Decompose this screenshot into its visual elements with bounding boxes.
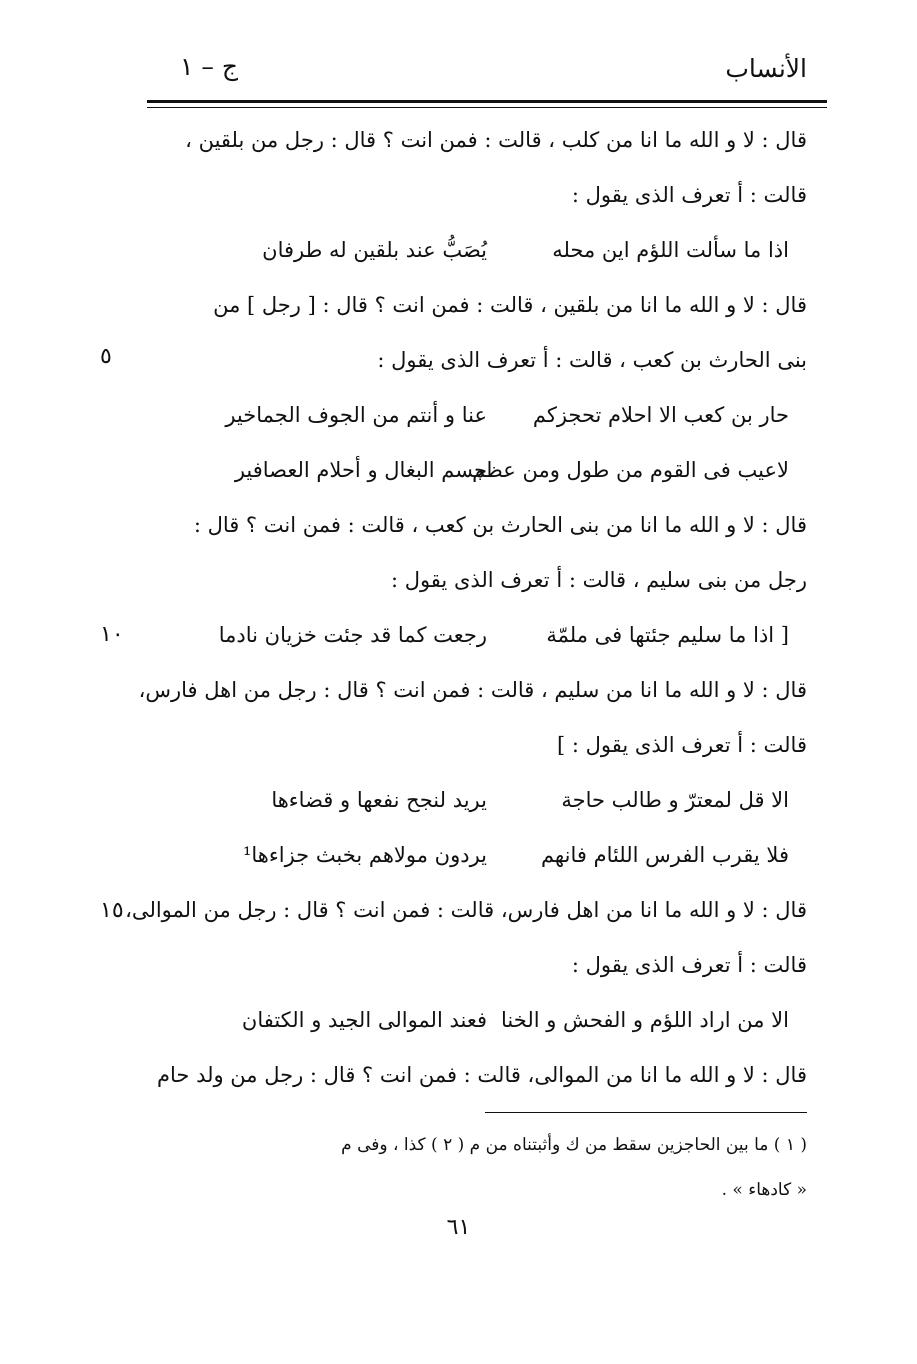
prose-line: قالت : أ تعرف الذى يقول : ]	[557, 733, 807, 757]
prose-line: قال : لا و الله ما انا من بلقين ، قالت : فمن انت ؟ قال : [ رجل ] من	[213, 293, 807, 317]
prose-line: قال : لا و الله ما انا من سليم ، قالت : فمن انت ؟ قال : رجل من اهل فارس،	[138, 678, 807, 702]
running-header-volume: ج – ١	[180, 52, 238, 81]
prose-line: قال : لا و الله ما انا من بنى الحارث بن كعب ، قالت : فمن انت ؟ قال :	[193, 513, 807, 537]
line-number: ١٥	[100, 898, 124, 923]
prose-line: قال : لا و الله ما انا من كلب ، قالت : فمن انت ؟ قال : رجل من بلقين ،	[185, 128, 807, 152]
verse-second-hemistich: رجعت كما قد جئت خزيان نادما	[218, 623, 487, 647]
verse-first-hemistich: لاعيب فى القوم من طول ومن عظم	[472, 458, 789, 482]
verse-second-hemistich: عنا و أنتم من الجوف الجماخير	[225, 403, 487, 427]
header-rule-thin	[147, 107, 827, 108]
footnote-line: « كادهاء » .	[721, 1180, 807, 1200]
verse-first-hemistich: فلا يقرب الفرس اللئام فانهم	[540, 843, 789, 867]
prose-line: قال : لا و الله ما انا من الموالى، قالت : فمن انت ؟ قال : رجل من ولد حام	[157, 1063, 807, 1087]
verse-first-hemistich: اذا ما سألت اللؤم اين محله	[552, 238, 789, 262]
verse-first-hemistich: حار بن كعب الا احلام تحجزكم	[532, 403, 789, 427]
footnote-rule	[485, 1112, 807, 1113]
verse-second-hemistich: جسم البغال و أحلام العصافير	[234, 458, 487, 482]
prose-line: قالت : أ تعرف الذى يقول :	[571, 953, 807, 977]
verse-first-hemistich: [ اذا ما سليم جئتها فى ملمّة	[546, 623, 789, 647]
line-number: ٥	[100, 344, 112, 369]
prose-line: بنى الحارث بن كعب ، قالت : أ تعرف الذى يقول :	[377, 348, 807, 372]
page-number: ٦١	[446, 1215, 471, 1240]
line-number: ١٠	[100, 622, 124, 647]
running-header-title: الأنساب	[725, 54, 807, 83]
verse-second-hemistich: يريد لنجح نفعها و قضاءها	[271, 788, 487, 812]
prose-line: قالت : أ تعرف الذى يقول :	[571, 183, 807, 207]
verse-second-hemistich: فعند الموالى الجيد و الكتفان	[241, 1008, 487, 1032]
prose-line: رجل من بنى سليم ، قالت : أ تعرف الذى يقول :	[390, 568, 807, 592]
verse-second-hemistich: يُصَبُّ عند بلقين له طرفان	[262, 238, 487, 262]
verse-first-hemistich: الا من اراد اللؤم و الفحش و الخنا	[501, 1008, 789, 1032]
verse-second-hemistich: يردون مولاهم بخبث جزاءها¹	[242, 843, 487, 867]
prose-line: قال : لا و الله ما انا من اهل فارس، قالت : فمن انت ؟ قال : رجل من الموالى،	[125, 898, 807, 922]
header-rule-thick	[147, 100, 827, 103]
verse-first-hemistich: الا قل لمعترّ و طالب حاجة	[561, 788, 789, 812]
footnote-line: ( ١ ) ما بين الحاجزين سقط من ك وأثبتناه من م ( ٢ ) كذا ، وفى م	[341, 1135, 807, 1155]
